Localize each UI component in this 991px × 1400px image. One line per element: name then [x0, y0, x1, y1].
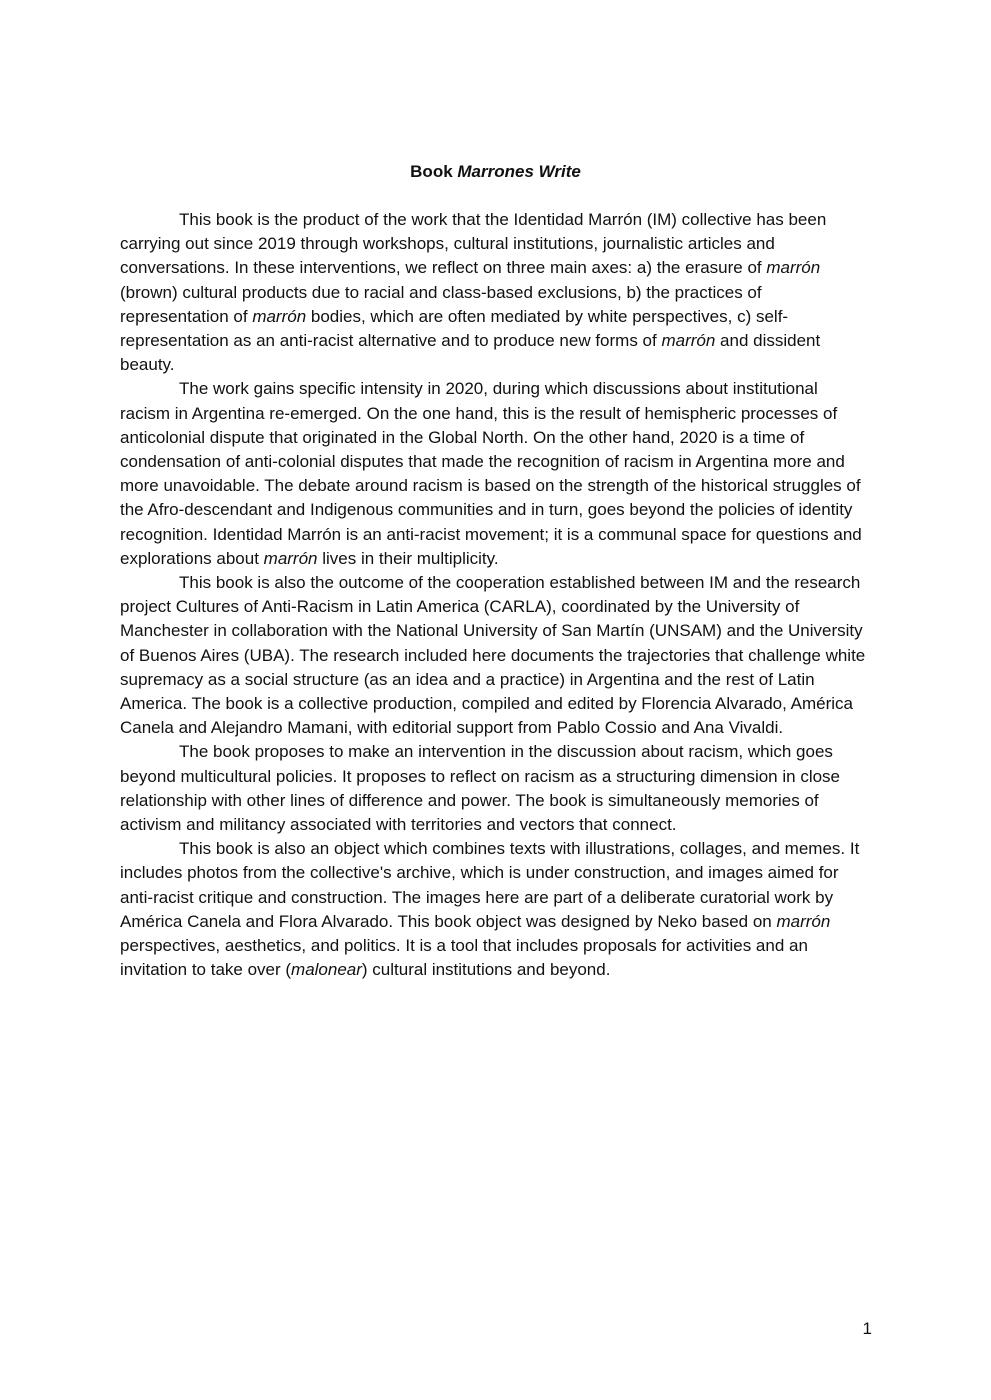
text-run: bodies, which are often mediated by white perspectives, c) self-representation as an anti-racist alternative and to produce new forms of — [120, 306, 789, 351]
document-title — [0, 161, 991, 183]
text-run: and dissident beauty. — [120, 331, 821, 375]
italic-run: marrón — [661, 331, 716, 351]
text-run: lives in their multiplicity. — [317, 548, 499, 568]
paragraph — [120, 571, 872, 740]
text-run: The book proposes to make an intervention in the discussion about racism, which goes beyond multicultural policies. It proposes to reflect on racism as a structuring dimension in close relationship with other lines of difference and power. The book is simultaneously memories of activism and militancy associated with territories and vectors that connect. — [120, 742, 841, 835]
text-run: ) cultural institutions and beyond. — [361, 960, 611, 980]
paragraph — [120, 208, 872, 377]
italic-run: malonear — [291, 960, 362, 980]
italic-run: marrón — [252, 306, 307, 326]
text-run: The work gains specific intensity in 2020, during which discussions about institutional racism in Argentina re-emerged. On the one hand, this is the result of hemispheric processes of anticolonial dispute that originated in the Global North. On the other hand, 2020 is a time of condensation of anti-colonial disputes that made the recognition of racism in Argentina more and more unavoidable. The debate around racism is based on the strength of the historical struggles of the Afro-descendant and Indigenous communities and in turn, goes beyond the policies of identity recognition. Identidad Marrón is an anti-racist movement; it is a communal space for questions and explorations about — [120, 379, 862, 568]
text-run: (brown) cultural products due to racial and class-based exclusions, b) the practices of representation of — [120, 282, 762, 326]
body-text — [120, 208, 872, 983]
paragraph — [120, 837, 872, 982]
title-italic: Marrones Write — [457, 162, 581, 181]
paragraph — [120, 740, 872, 837]
text-run: This book is the product of the work that the Identidad Marrón (IM) collective has been carrying out since 2019 through workshops, cultural institutions, journalistic articles and conversations. In these interventions, we reflect on three main axes: a) the erasure of — [120, 210, 827, 278]
text-run: perspectives, aesthetics, and politics. It is a tool that includes proposals for activities and an invitation to take over ( — [120, 936, 808, 980]
page-number: 1 — [862, 1319, 872, 1338]
italic-run: marrón — [263, 548, 318, 568]
paragraph — [120, 377, 872, 571]
italic-run: marrón — [776, 911, 831, 931]
italic-run: marrón — [766, 258, 821, 278]
title-prefix: Book — [410, 162, 458, 181]
text-run: This book is also an object which combines texts with illustrations, collages, and memes. It includes photos from the collective's archive, which is under construction, and images aimed for anti-racist critique and construction. The images here are part of a deliberate curatorial work by América Canela and Flora Alvarado. This book object was designed by Neko based on — [120, 839, 860, 931]
text-run: This book is also the outcome of the cooperation established between IM and the research project Cultures of Anti-Racism in Latin America (CARLA), coordinated by the University of Manchester in collaboration with the National University of San Martín (UNSAM) and the University of Buenos Aires (UBA). The research included here documents the trajectories that challenge white supremacy as a social structure (as an idea and a practice) in Argentina and the rest of Latin America. The book is a collective production, compiled and edited by Florencia Alvarado, América Canela and Alejandro Mamani, with editorial support from Pablo Cossio and Ana Vivaldi. — [120, 573, 866, 738]
